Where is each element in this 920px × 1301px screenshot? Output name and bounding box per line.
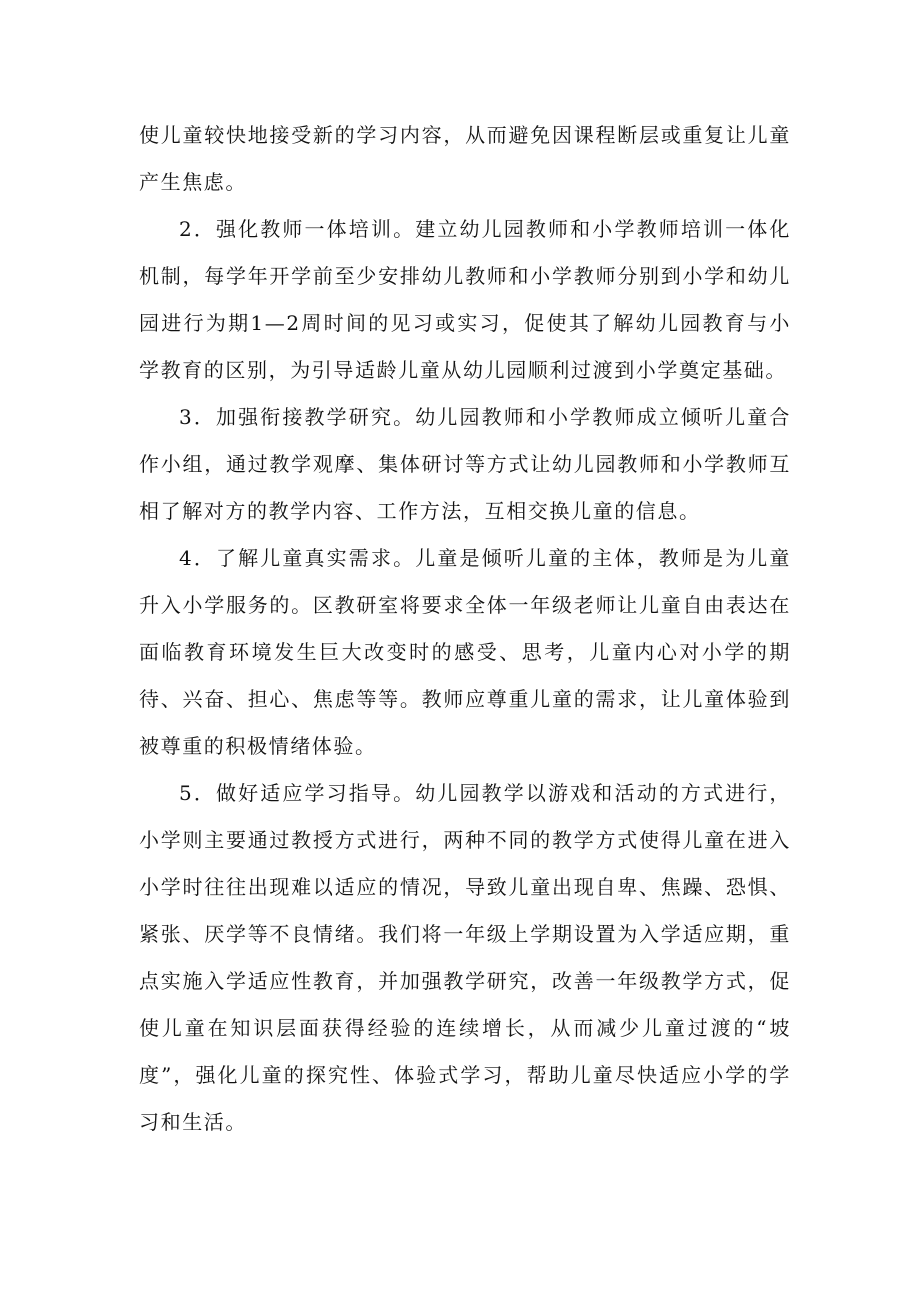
- paragraph-teacher-training: 2．强化教师一体培训。建立幼儿园教师和小学教师培训一体化机制，每学年开学前至少安排幼儿教师和小学教师分别到小学和幼儿园进行为期1—2周时间的见习或实习，促使其了解幼儿园教育与小学教育的区别，为引导适龄儿童从幼儿园顺利过渡到小学奠定基础。: [139, 217, 791, 382]
- paragraph-learning-guidance: 5．做好适应学习指导。幼儿园教学以游戏和活动的方式进行，小学则主要通过教授方式进行，两种不同的教学方式使得儿童在进入小学时往往出现难以适应的情况，导致儿童出现自卑、焦躁、恐惧、紧张、厌学等不良情绪。我们将一年级上学期设置为入学适应期，重点实施入学适应性教育，并加强教学研究，改善一年级教学方式，促使儿童在知识层面获得经验的连续增长，从而减少儿童过渡的“坡度”，强化儿童的探究性、体验式学习，帮助儿童尽快适应小学的学习和生活。: [139, 781, 791, 1134]
- paragraph-child-needs: 4．了解儿童真实需求。儿童是倾听儿童的主体，教师是为儿童升入小学服务的。区教研室将要求全体一年级老师让儿童自由表达在面临教育环境发生巨大改变时的感受、思考，儿童内心对小学的期待、兴奋、担心、焦虑等等。教师应尊重儿童的需求，让儿童体验到被尊重的积极情绪体验。: [139, 546, 791, 758]
- paragraph-continuation: 使儿童较快地接受新的学习内容，从而避免因课程断层或重复让儿童产生焦虑。: [139, 123, 791, 194]
- paragraph-teaching-research: 3．加强衔接教学研究。幼儿园教师和小学教师成立倾听儿童合作小组，通过教学观摩、集体研讨等方式让幼儿园教师和小学教师互相了解对方的教学内容、工作方法，互相交换儿童的信息。: [139, 405, 791, 523]
- body-text: [139, 112, 791, 1146]
